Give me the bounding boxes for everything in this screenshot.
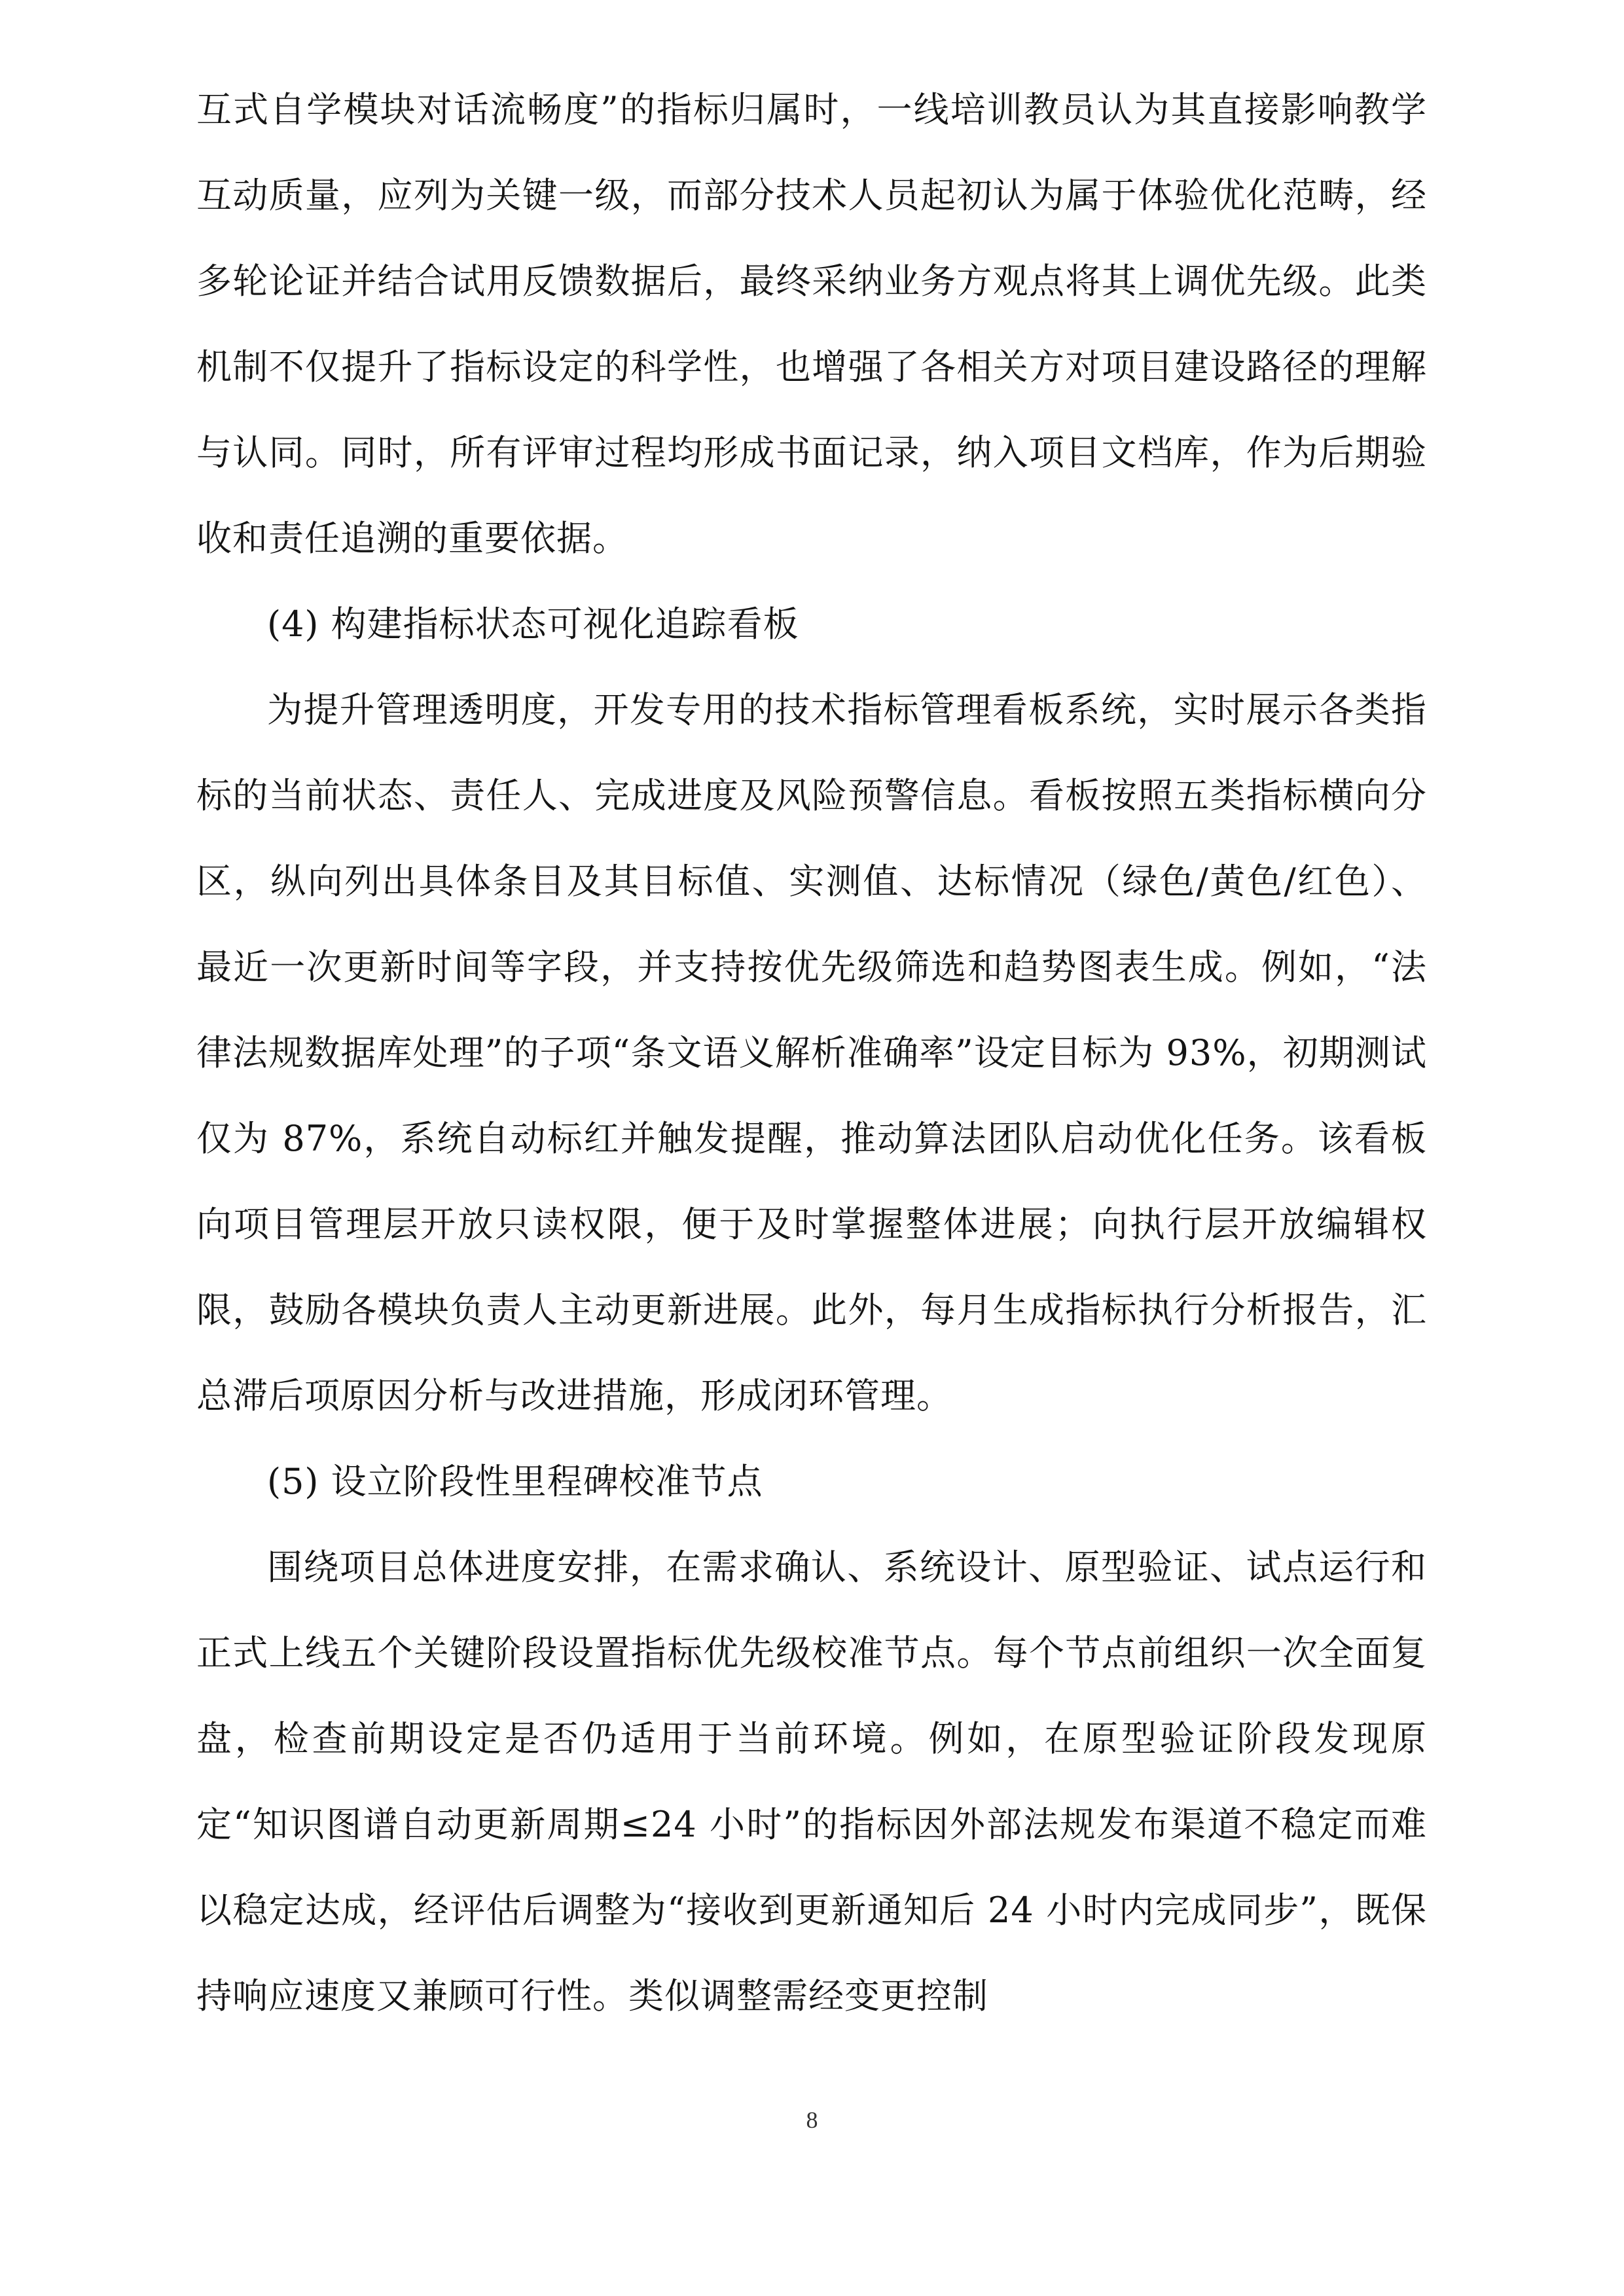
paragraph-continued: 互式自学模块对话流畅度”的指标归属时，一线培训教员认为其直接影响教学互动质量，应列为关键一级，而部分技术人员起初认为属于体验优化范畴，经多轮论证并结合试用反馈数据后，最终采纳业务方观点将其上调优先级。此类机制不仅提升了指标设定的科学性，也增强了各相关方对项目建设路径的理解与认同。同时，所有评审过程均形成书面记录，纳入项目文档库，作为后期验收和责任追溯的重要依据。 <box>196 89 1427 559</box>
paragraph-milestones: 围绕项目总体进度安排，在需求确认、系统设计、原型验证、试点运行和正式上线五个关键阶段设置指标优先级校准节点。每个节点前组织一次全面复盘，检查前期设定是否仍适用于当前环境。例如，在原型验证阶段发现原定“知识图谱自动更新周期≤24 小时”的指标因外部法规发布渠道不稳定而难以稳定达成，经评估后调整为“接收到更新通知后 24 小时内完成同步”，既保持响应速度又兼顾可行性。类似调整需经变更控制 <box>196 1547 1427 2017</box>
body-text <box>196 67 1427 2039</box>
page-number: 8 <box>806 2107 818 2133</box>
section-heading-4: (4) 构建指标状态可视化追踪看板 <box>267 603 799 645</box>
paragraph-dashboard: 为提升管理透明度，开发专用的技术指标管理看板系统，实时展示各类指标的当前状态、责任人、完成进度及风险预警信息。看板按照五类指标横向分区，纵向列出具体条目及其目标值、实测值、达标情况（绿色/黄色/红色）、最近一次更新时间等字段，并支持按优先级筛选和趋势图表生成。例如，“法律法规数据库处理”的子项“条文语义解析准确率”设定目标为 93%，初期测试仅为 87%，系统自动标红并触发提醒，推动算法团队启动优化任务。该看板向项目管理层开放只读权限，便于及时掌握整体进展；向执行层开放编辑权限，鼓励各模块负责人主动更新进展。此外，每月生成指标执行分析报告，汇总滞后项原因分析与改进措施，形成闭环管理。 <box>196 689 1427 1416</box>
section-heading-5: (5) 设立阶段性里程碑校准节点 <box>267 1461 763 1502</box>
